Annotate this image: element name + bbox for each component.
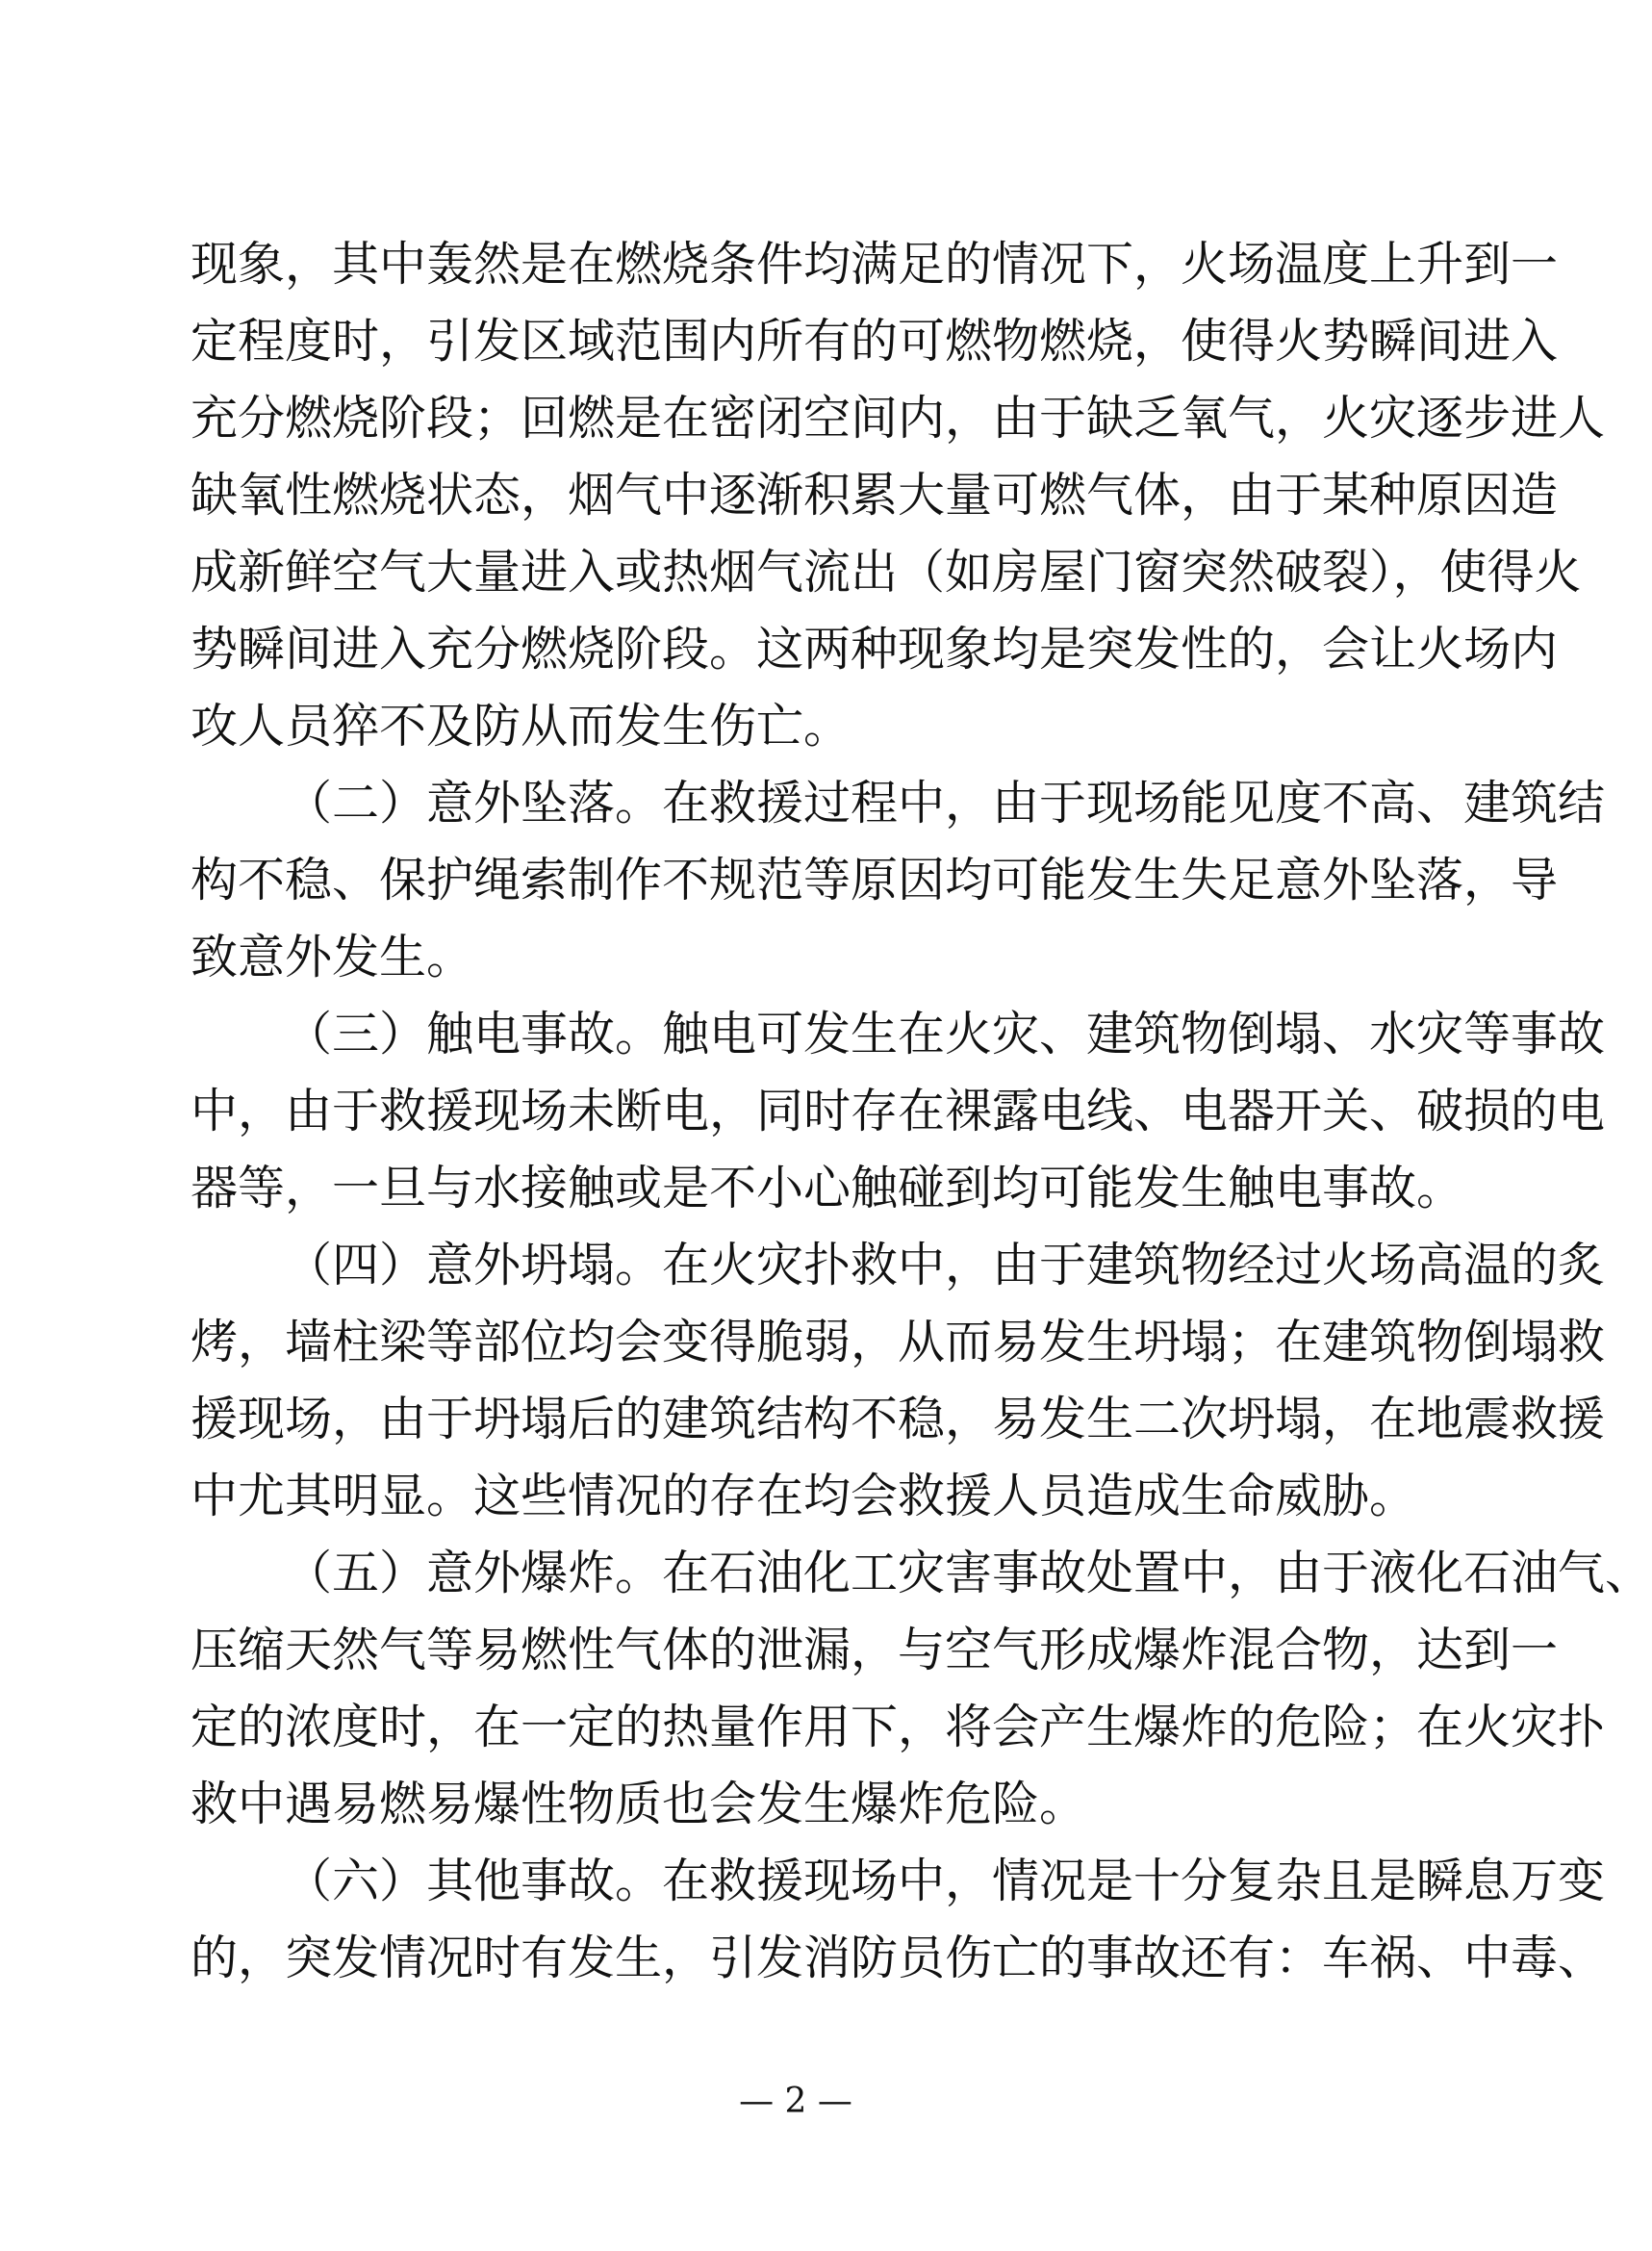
body-text-line: 现象，其中轰然是在燃烧条件均满足的情况下，火场温度上升到一 [191, 237, 1559, 292]
body-text-line: 中，由于救援现场未断电，同时存在裸露电线、电器开关、破损的电 [191, 1084, 1606, 1138]
section-heading-line: （六）其他事故。在救援现场中，情况是十分复杂且是瞬息万变 [285, 1854, 1606, 1908]
body-text-line: 构不稳、保护绳索制作不规范等原因均可能发生失足意外坠落，导 [191, 853, 1559, 908]
body-text-line: 救中遇易燃易爆性物质也会发生爆炸危险。 [191, 1777, 1087, 1831]
body-text-line: 的，突发情况时有发生，引发消防员伤亡的事故还有：车祸、中毒、 [191, 1931, 1606, 1985]
body-text-line: 缺氧性燃烧状态，烟气中逐渐积累大量可燃气体，由于某种原因造 [191, 468, 1559, 523]
section-heading-line: （三）触电事故。触电可发生在火灾、建筑物倒塌、水灾等事故 [285, 1007, 1606, 1062]
page-number: — 2 — [739, 2082, 852, 2121]
body-text-line: 援现场，由于坍塌后的建筑结构不稳，易发生二次坍塌，在地震救援 [191, 1392, 1606, 1446]
body-text-line: 致意外发生。 [191, 930, 474, 985]
body-text-line: 定的浓度时，在一定的热量作用下，将会产生爆炸的危险；在火灾扑 [191, 1700, 1606, 1754]
body-text-line: 定程度时，引发区域范围内所有的可燃物燃烧，使得火势瞬间进入 [191, 314, 1559, 369]
body-text-line: 攻人员猝不及防从而发生伤亡。 [191, 699, 851, 754]
section-heading-line: （五）意外爆炸。在石油化工灾害事故处置中，由于液化石油气、 [285, 1546, 1652, 1600]
body-text-line: 烤，墙柱梁等部位均会变得脆弱，从而易发生坍塌；在建筑物倒塌救 [191, 1315, 1606, 1369]
body-text-line: 势瞬间进入充分燃烧阶段。这两种现象均是突发性的，会让火场内 [191, 622, 1559, 677]
body-text-line: 压缩天然气等易燃性气体的泄漏，与空气形成爆炸混合物，达到一 [191, 1623, 1559, 1677]
body-text-line: 器等，一旦与水接触或是不小心触碰到均可能发生触电事故。 [191, 1161, 1464, 1215]
body-text-line: 充分燃烧阶段；回燃是在密闭空间内，由于缺乏氧气，火灾逐步进人 [191, 391, 1606, 446]
body-text-line: 中尤其明显。这些情况的存在均会救援人员造成生命威胁。 [191, 1469, 1417, 1523]
body-text-line: 成新鲜空气大量进入或热烟气流出（如房屋门窗突然破裂），使得火 [191, 545, 1582, 600]
section-heading-line: （四）意外坍塌。在火灾扑救中，由于建筑物经过火场高温的炙 [285, 1238, 1606, 1292]
section-heading-line: （二）意外坠落。在救援过程中，由于现场能见度不高、建筑结 [285, 776, 1606, 831]
